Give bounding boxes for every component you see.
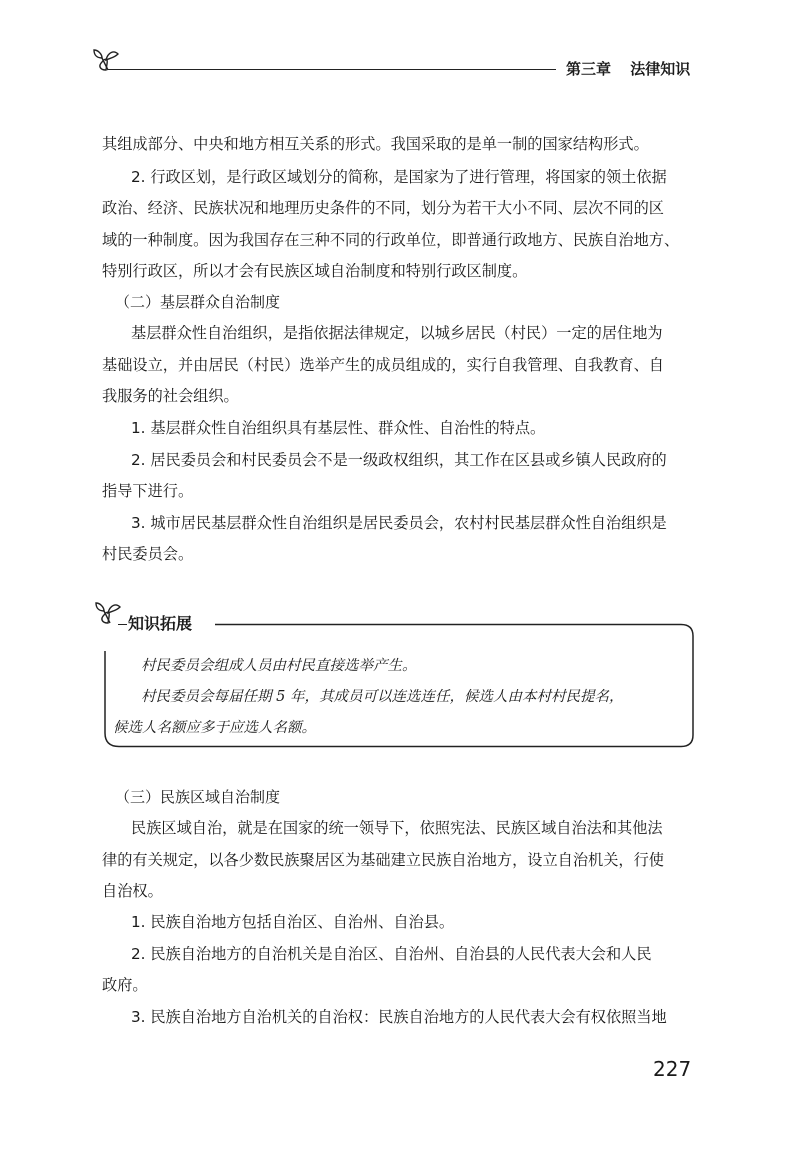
paragraph-line: 基础设立，并由居民（村民）选举产生的成员组成的，实行自我管理、自我教育、自 bbox=[102, 356, 664, 374]
box-line: 村民委员会组成人员由村民直接选举产生。 bbox=[141, 658, 417, 674]
list-item: 2. 民族自治地方的自治机关是自治区、自治州、自治县的人民代表大会和人民 bbox=[131, 945, 652, 963]
section-heading: （二）基层群众自治制度 bbox=[115, 293, 281, 311]
paragraph-line: 律的有关规定，以各少数民族聚居区为基础建立民族自治地方，设立自治机关，行使 bbox=[102, 851, 664, 869]
box-title: 知识拓展 bbox=[128, 614, 193, 633]
box-line: 候选人名额应多于应选人名额。 bbox=[113, 720, 316, 736]
sprout-icon bbox=[86, 44, 120, 76]
paragraph-line: 其组成部分、中央和地方相互关系的形式。我国采取的是单一制的国家结构形式。 bbox=[102, 135, 649, 153]
running-header bbox=[566, 58, 690, 79]
paragraph-line: 基层群众性自治组织，是指依据法律规定，以城乡居民（村民）一定的居住地为 bbox=[131, 324, 663, 342]
box-line: 村民委员会每届任期 5 年，其成员可以连选连任，候选人由本村村民提名， bbox=[141, 689, 624, 705]
paragraph-line: 指导下进行。 bbox=[102, 482, 194, 500]
chapter-number: 第三章 bbox=[566, 60, 612, 78]
list-item: 1. 民族自治地方包括自治区、自治州、自治县。 bbox=[131, 913, 455, 931]
list-item: 2. 居民委员会和村民委员会不是一级政权组织，其工作在区县或乡镇人民政府的 bbox=[131, 451, 667, 469]
paragraph-line: 村民委员会。 bbox=[102, 545, 194, 563]
header-rule bbox=[108, 69, 556, 70]
page-number: 227 bbox=[653, 1057, 692, 1081]
section-heading: （三）民族区域自治制度 bbox=[115, 788, 281, 806]
list-item: 3. 城市居民基层群众性自治组织是居民委员会，农村村民基层群众性自治组织是 bbox=[131, 514, 667, 532]
chapter-title: 法律知识 bbox=[630, 60, 691, 78]
paragraph-line: 特别行政区，所以才会有民族区域自治制度和特别行政区制度。 bbox=[102, 262, 528, 280]
paragraph-line: 民族区域自治，就是在国家的统一领导下，依照宪法、民族区域自治法和其他法 bbox=[131, 819, 663, 837]
paragraph-line: 自治权。 bbox=[102, 882, 163, 900]
list-item: 1. 基层群众性自治组织具有基层性、群众性、自治性的特点。 bbox=[131, 419, 546, 437]
paragraph-line: 政治、经济、民族状况和地理历史条件的不同，划分为若干大小不同、层次不同的区 bbox=[102, 199, 664, 217]
paragraph-line: 域的一种制度。因为我国存在三种不同的行政单位，即普通行政地方、民族自治地方、 bbox=[102, 231, 680, 249]
paragraph-line: 政府。 bbox=[102, 976, 148, 994]
list-item: 3. 民族自治地方自治机关的自治权：民族自治地方的人民代表大会有权依照当地 bbox=[131, 1008, 667, 1026]
paragraph-line: 2. 行政区划，是行政区域划分的简称，是国家为了进行管理，将国家的领土依据 bbox=[131, 168, 667, 186]
paragraph-line: 我服务的社会组织。 bbox=[102, 387, 239, 405]
